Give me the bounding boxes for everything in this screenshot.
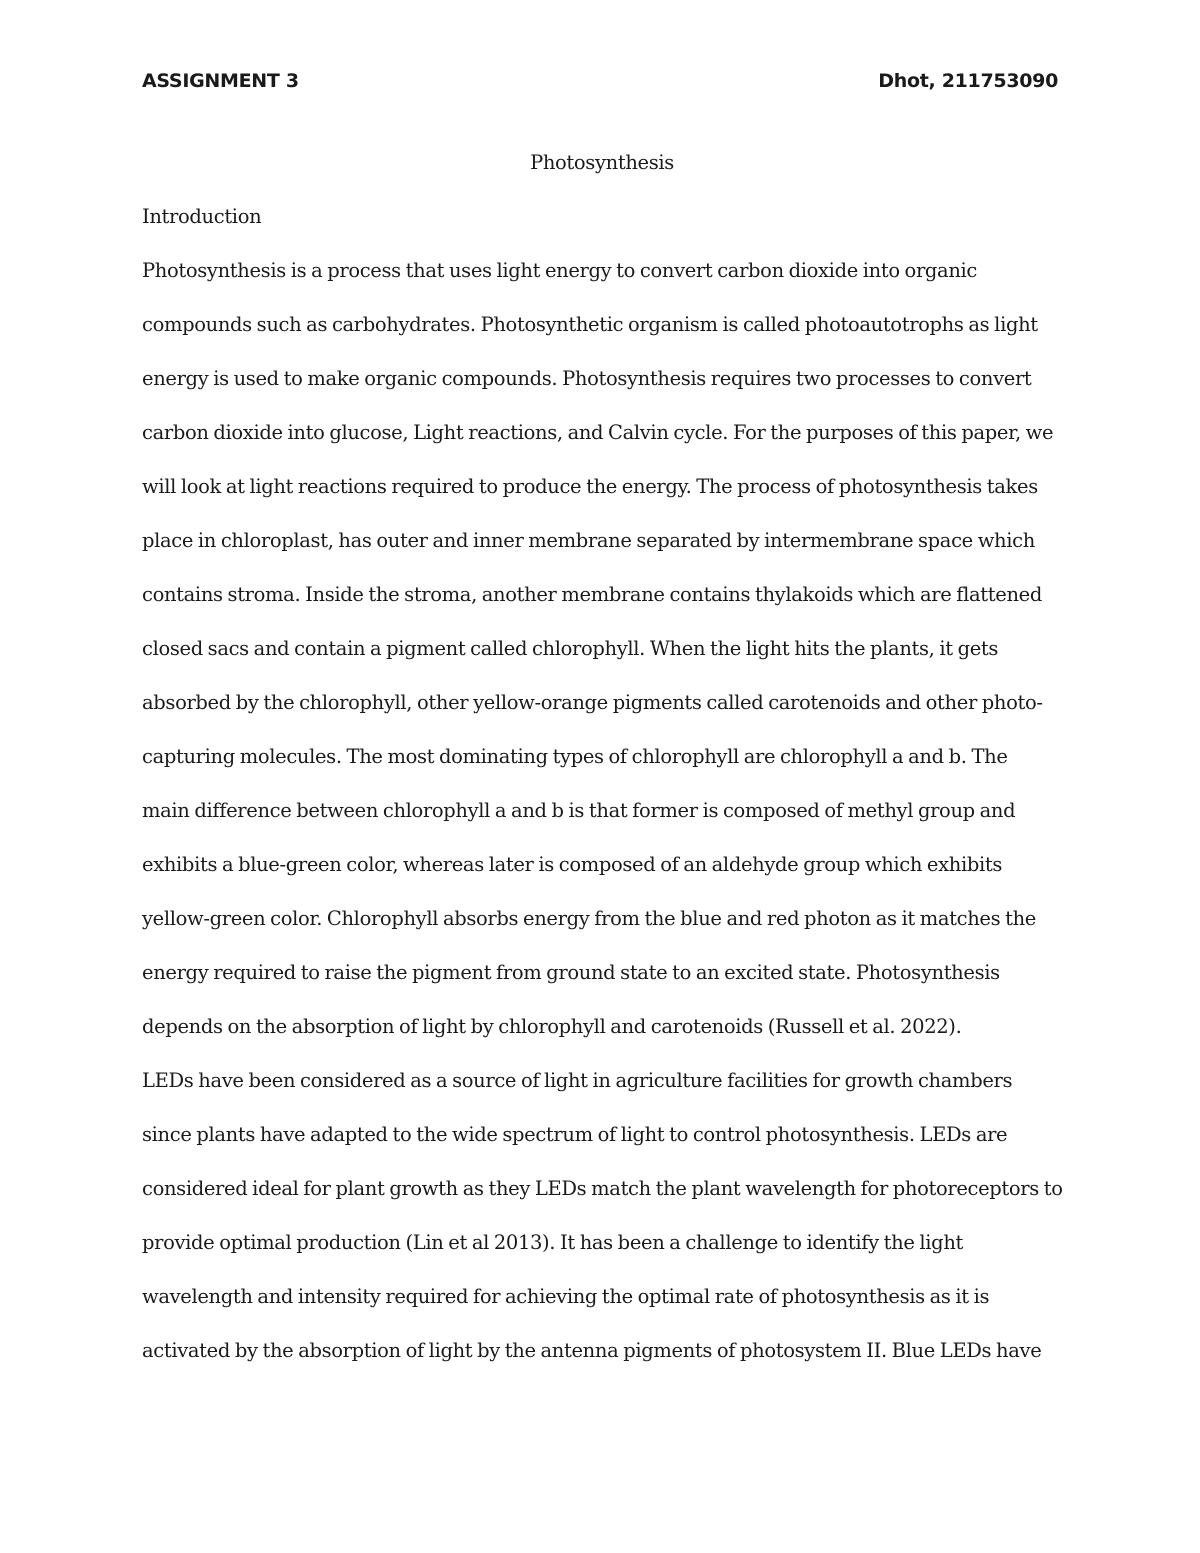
text-line: considered ideal for plant growth as they LEDs match the plant wavelength for photoreceptors to bbox=[142, 1177, 1063, 1200]
text-line: closed sacs and contain a pigment called chlorophyll. When the light hits the plants, it gets bbox=[142, 637, 999, 660]
text-line: carbon dioxide into glucose, Light reactions, and Calvin cycle. For the purposes of this paper, we bbox=[142, 421, 1054, 444]
paragraph-2 bbox=[142, 1054, 1062, 1378]
text-line: contains stroma. Inside the stroma, another membrane contains thylakoids which are flattened bbox=[142, 583, 1042, 606]
text-line: energy required to raise the pigment from ground state to an excited state. Photosynthesis bbox=[142, 961, 1000, 984]
header-author-id: Dhot, 211753090 bbox=[878, 70, 1058, 92]
text-line: energy is used to make organic compounds. Photosynthesis requires two processes to convert bbox=[142, 367, 1032, 390]
page-header bbox=[142, 70, 1058, 100]
text-line: provide optimal production (Lin et al 2013). It has been a challenge to identify the light bbox=[142, 1231, 964, 1254]
text-line: exhibits a blue-green color, whereas later is composed of an aldehyde group which exhibits bbox=[142, 853, 1003, 876]
text-line: depends on the absorption of light by chlorophyll and carotenoids (Russell et al. 2022). bbox=[142, 1015, 962, 1038]
text-line: wavelength and intensity required for achieving the optimal rate of photosynthesis as it is bbox=[142, 1285, 990, 1308]
text-line: Photosynthesis is a process that uses light energy to convert carbon dioxide into organic bbox=[142, 259, 977, 282]
text-line: LEDs have been considered as a source of light in agriculture facilities for growth chambers bbox=[142, 1069, 1013, 1092]
paragraph-1 bbox=[142, 244, 1062, 1054]
text-line: yellow-green color. Chlorophyll absorbs energy from the blue and red photon as it matches the bbox=[142, 907, 1036, 930]
text-line: activated by the absorption of light by the antenna pigments of photosystem II. Blue LEDs have bbox=[142, 1339, 1042, 1362]
text-line: since plants have adapted to the wide spectrum of light to control photosynthesis. LEDs are bbox=[142, 1123, 1008, 1146]
section-heading: Introduction bbox=[142, 205, 262, 228]
text-line: compounds such as carbohydrates. Photosynthetic organism is called photoautotrophs as light bbox=[142, 313, 1038, 336]
header-assignment-label: ASSIGNMENT 3 bbox=[142, 70, 299, 92]
text-line: place in chloroplast, has outer and inner membrane separated by intermembrane space which bbox=[142, 529, 1035, 552]
text-line: capturing molecules. The most dominating types of chlorophyll are chlorophyll a and b. The bbox=[142, 745, 1008, 768]
document-body bbox=[142, 136, 1062, 1378]
document-title: Photosynthesis bbox=[530, 151, 674, 174]
text-line: will look at light reactions required to produce the energy. The process of photosynthesis takes bbox=[142, 475, 1038, 498]
text-line: absorbed by the chlorophyll, other yellow-orange pigments called carotenoids and other photo- bbox=[142, 691, 1043, 714]
text-line: main difference between chlorophyll a and b is that former is composed of methyl group and bbox=[142, 799, 1016, 822]
